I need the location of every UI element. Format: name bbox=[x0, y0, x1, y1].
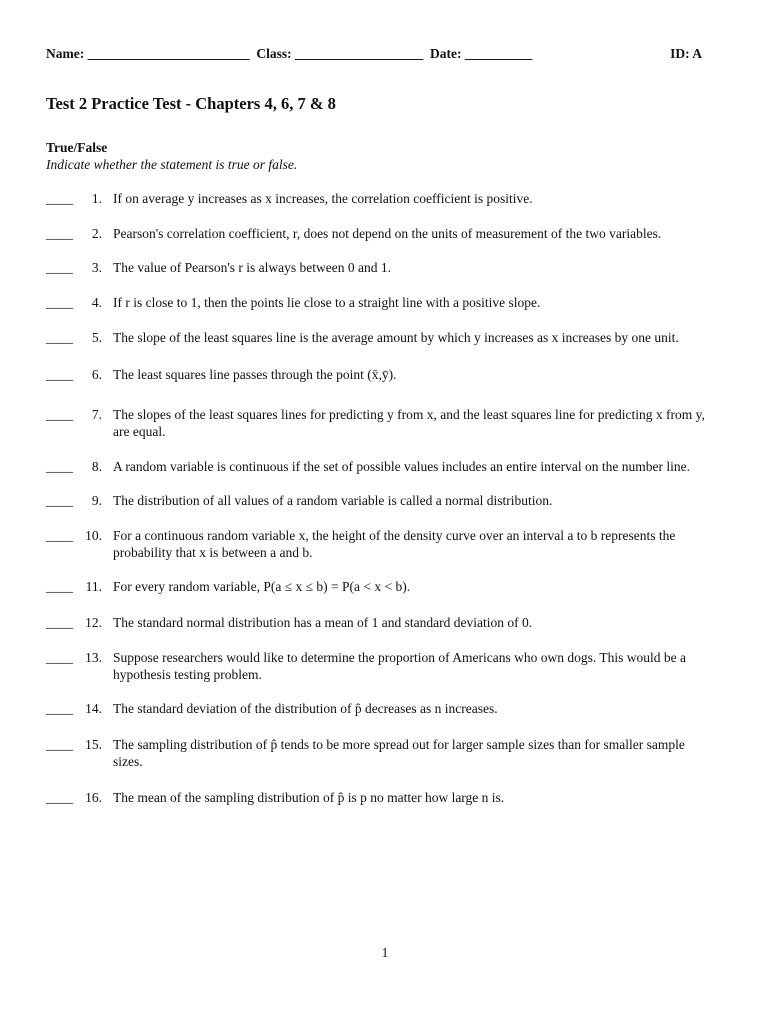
answer-blank: ____ bbox=[46, 459, 73, 474]
section-heading: True/False bbox=[46, 140, 108, 155]
name-class-date-line: Name: ________________________ Class: ___________________ Date: __________ bbox=[46, 46, 533, 61]
question-text: If r is close to 1, then the points lie close to a straight line with a positive slope. bbox=[113, 295, 541, 310]
question-number: 14. bbox=[85, 701, 102, 716]
question-number: 10. bbox=[85, 528, 102, 543]
question-text: A random variable is continuous if the set of possible values includes an entire interval on the number line. bbox=[113, 459, 690, 474]
test-title: Test 2 Practice Test - Chapters 4, 6, 7 & 8 bbox=[46, 94, 336, 113]
question-text: Pearson's correlation coefficient, r, does not depend on the units of measurement of the two variables. bbox=[113, 226, 662, 241]
answer-blank: ____ bbox=[46, 650, 73, 665]
question-text: The slope of the least squares line is the average amount by which y increases as x increases by one unit. bbox=[113, 330, 679, 345]
answer-blank: ____ bbox=[46, 407, 73, 422]
answer-blank: ____ bbox=[46, 701, 73, 716]
answer-blank: ____ bbox=[46, 330, 73, 345]
question-text: The distribution of all values of a random variable is called a normal distribution. bbox=[113, 493, 553, 508]
answer-blank: ____ bbox=[46, 295, 73, 310]
answer-blank: ____ bbox=[46, 260, 73, 275]
question-text: For a continuous random variable x, the height of the density curve over an interval a to b represents the probability that x is between a and b. bbox=[113, 528, 676, 560]
question-text: The least squares line passes through the point (x̄,ȳ). bbox=[113, 367, 397, 382]
question-number: 1. bbox=[91, 191, 102, 206]
page-number: 1 bbox=[381, 945, 389, 960]
question-number: 16. bbox=[85, 790, 102, 805]
question-text: Suppose researchers would like to determine the proportion of Americans who own dogs. This would be a hypothesis testing problem. bbox=[113, 650, 687, 682]
answer-blank: ____ bbox=[46, 790, 73, 805]
question-number: 5. bbox=[91, 330, 102, 345]
question-number: 2. bbox=[91, 226, 102, 241]
question-text: The slopes of the least squares lines for predicting y from x, and the least squares line for predicting x from y, are equal. bbox=[113, 407, 705, 439]
answer-blank: ____ bbox=[46, 737, 73, 752]
answer-blank: ____ bbox=[46, 367, 73, 382]
question-number: 13. bbox=[85, 650, 102, 665]
question-text: For every random variable, P(a ≤ x ≤ b) = P(a < x < b). bbox=[113, 579, 411, 594]
question-number: 15. bbox=[85, 737, 102, 752]
answer-blank: ____ bbox=[46, 579, 73, 594]
question-text: The standard normal distribution has a mean of 1 and standard deviation of 0. bbox=[113, 615, 533, 630]
question-number: 7. bbox=[91, 407, 102, 422]
answer-blank: ____ bbox=[46, 226, 73, 241]
question-text: The sampling distribution of p̂ tends to be more spread out for larger sample sizes than for smaller sample sizes. bbox=[113, 737, 685, 769]
question-number: 4. bbox=[91, 295, 102, 310]
answer-blank: ____ bbox=[46, 191, 73, 206]
question-number: 6. bbox=[91, 367, 102, 382]
answer-blank: ____ bbox=[46, 615, 73, 630]
question-number: 8. bbox=[91, 459, 102, 474]
test-id: ID: A bbox=[670, 46, 702, 61]
question-number: 3. bbox=[91, 260, 102, 275]
question-text: If on average y increases as x increases, the correlation coefficient is positive. bbox=[113, 191, 533, 206]
section-instructions: Indicate whether the statement is true or false. bbox=[46, 157, 298, 172]
question-text: The standard deviation of the distribution of p̂ decreases as n increases. bbox=[113, 701, 498, 716]
answer-blank: ____ bbox=[46, 493, 73, 508]
answer-blank: ____ bbox=[46, 528, 73, 543]
question-number: 9. bbox=[91, 493, 102, 508]
question-text: The value of Pearson's r is always between 0 and 1. bbox=[113, 260, 391, 275]
question-number: 12. bbox=[85, 615, 102, 630]
question-number: 11. bbox=[85, 579, 102, 594]
question-text: The mean of the sampling distribution of p̂ is p no matter how large n is. bbox=[113, 790, 505, 805]
